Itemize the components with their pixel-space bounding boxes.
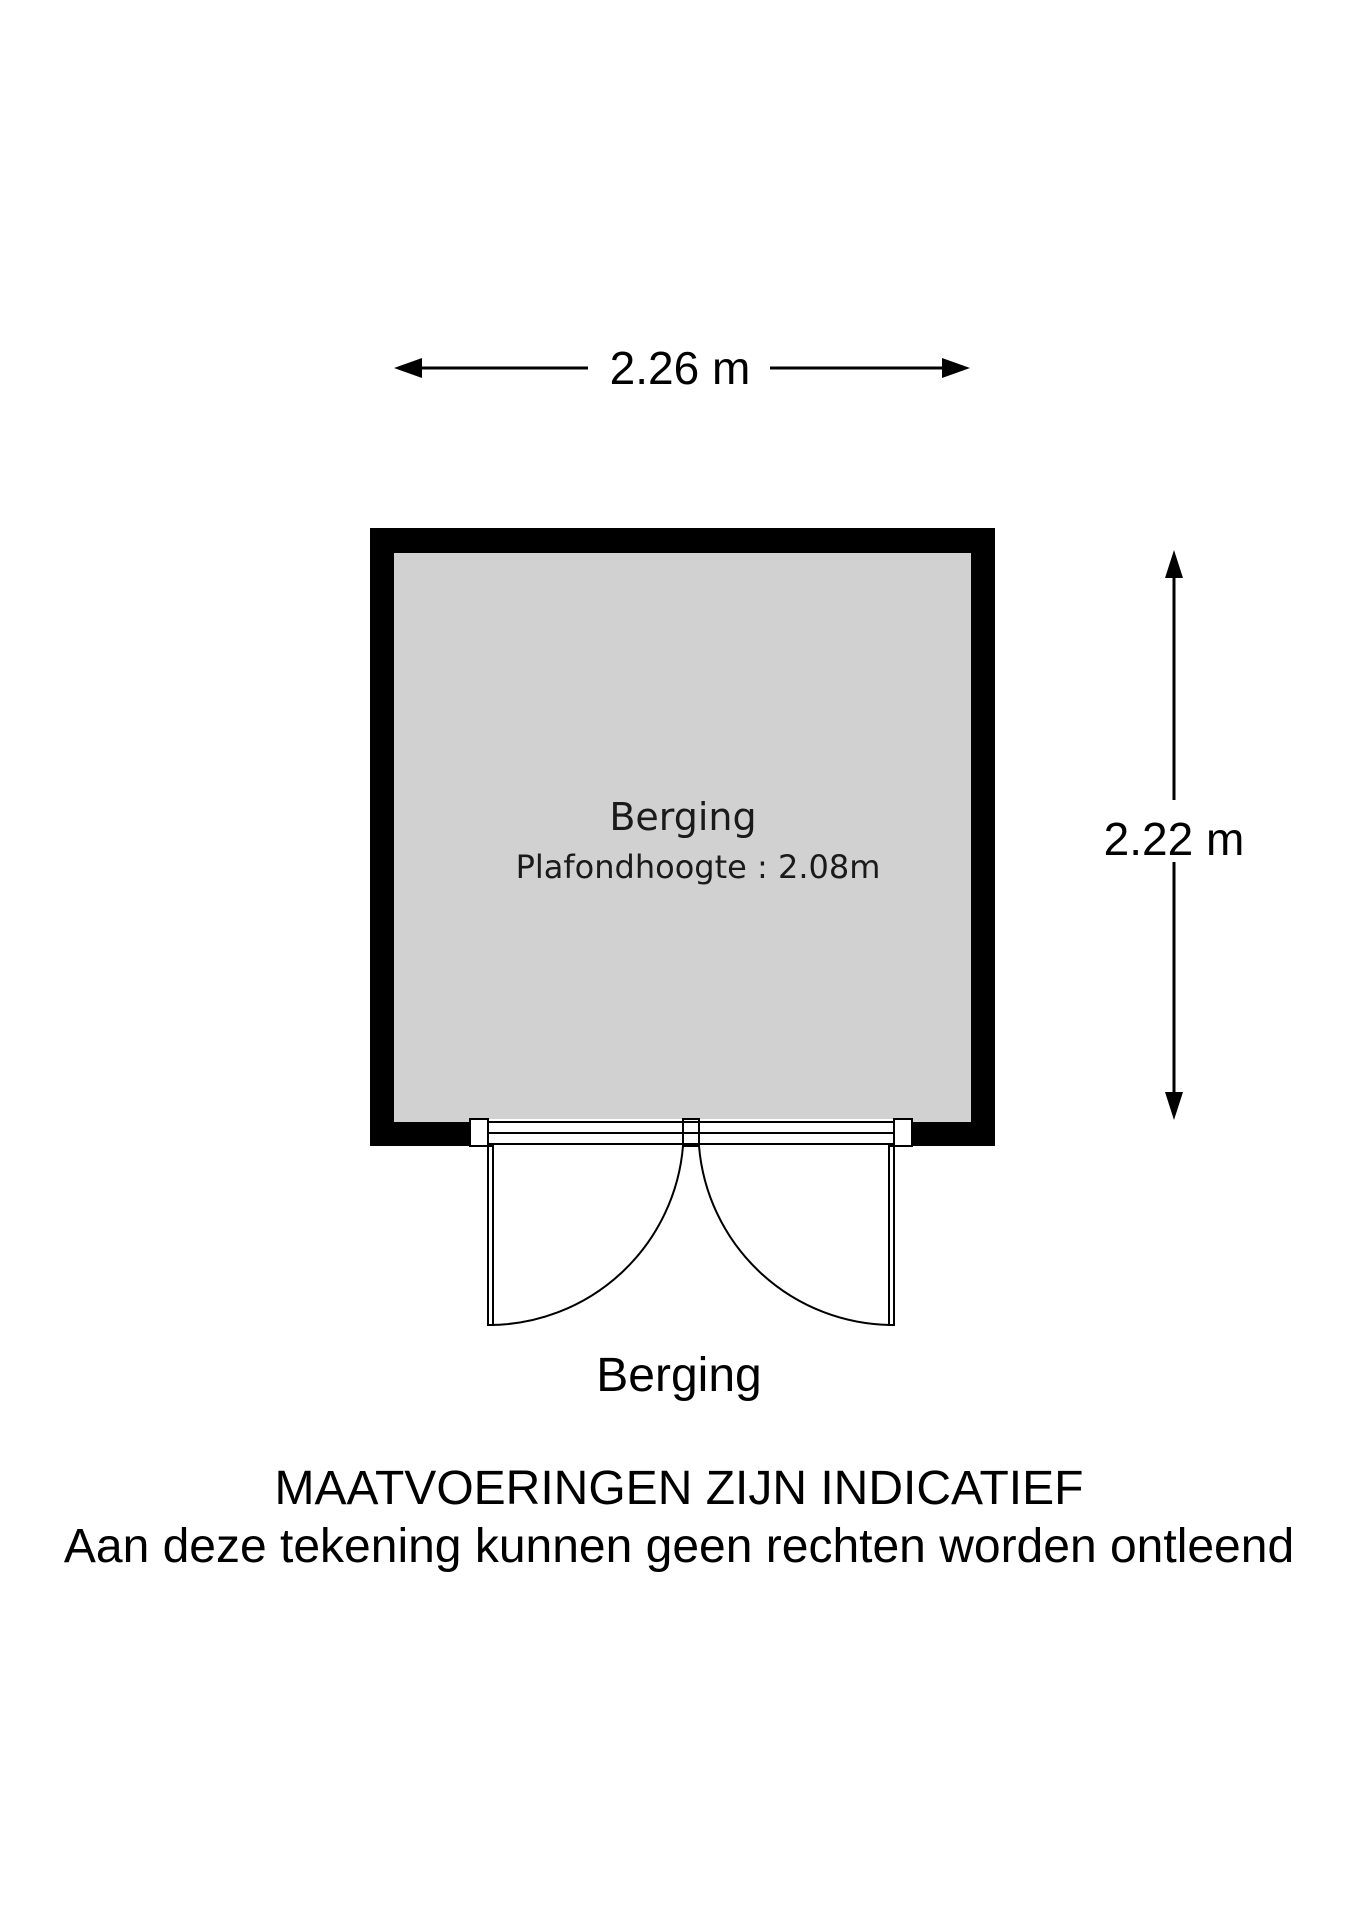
width-dimension <box>394 342 970 394</box>
room-berging <box>370 528 995 1325</box>
width-dimension-label: 2.26 m <box>609 342 751 394</box>
door-post-right <box>894 1119 912 1146</box>
height-dimension <box>1104 550 1245 1120</box>
height-dimension-label: 2.22 m <box>1103 813 1245 865</box>
room-ceiling-height: Plafondhoogte : 2.08m <box>515 848 881 886</box>
door-left <box>488 1146 683 1325</box>
disclaimer-line-2: Aan deze tekening kunnen geen rechten worden ontleend <box>63 1520 1295 1573</box>
door-post-left <box>470 1119 488 1146</box>
width-arrow-right <box>942 358 970 378</box>
door-right <box>699 1146 894 1325</box>
height-arrow-top <box>1165 550 1183 578</box>
door-right-leaf <box>889 1146 894 1325</box>
door-left-swing <box>490 1146 683 1325</box>
width-arrow-left <box>394 358 422 378</box>
disclaimer <box>0 1460 1358 1576</box>
disclaimer-line-1: MAATVOERINGEN ZIJN INDICATIEF <box>274 1462 1084 1515</box>
room-name: Berging <box>609 795 757 839</box>
door-right-swing <box>699 1146 892 1325</box>
height-arrow-bottom <box>1165 1092 1183 1120</box>
door-left-leaf <box>488 1146 493 1325</box>
floor-label: Berging <box>596 1349 762 1402</box>
